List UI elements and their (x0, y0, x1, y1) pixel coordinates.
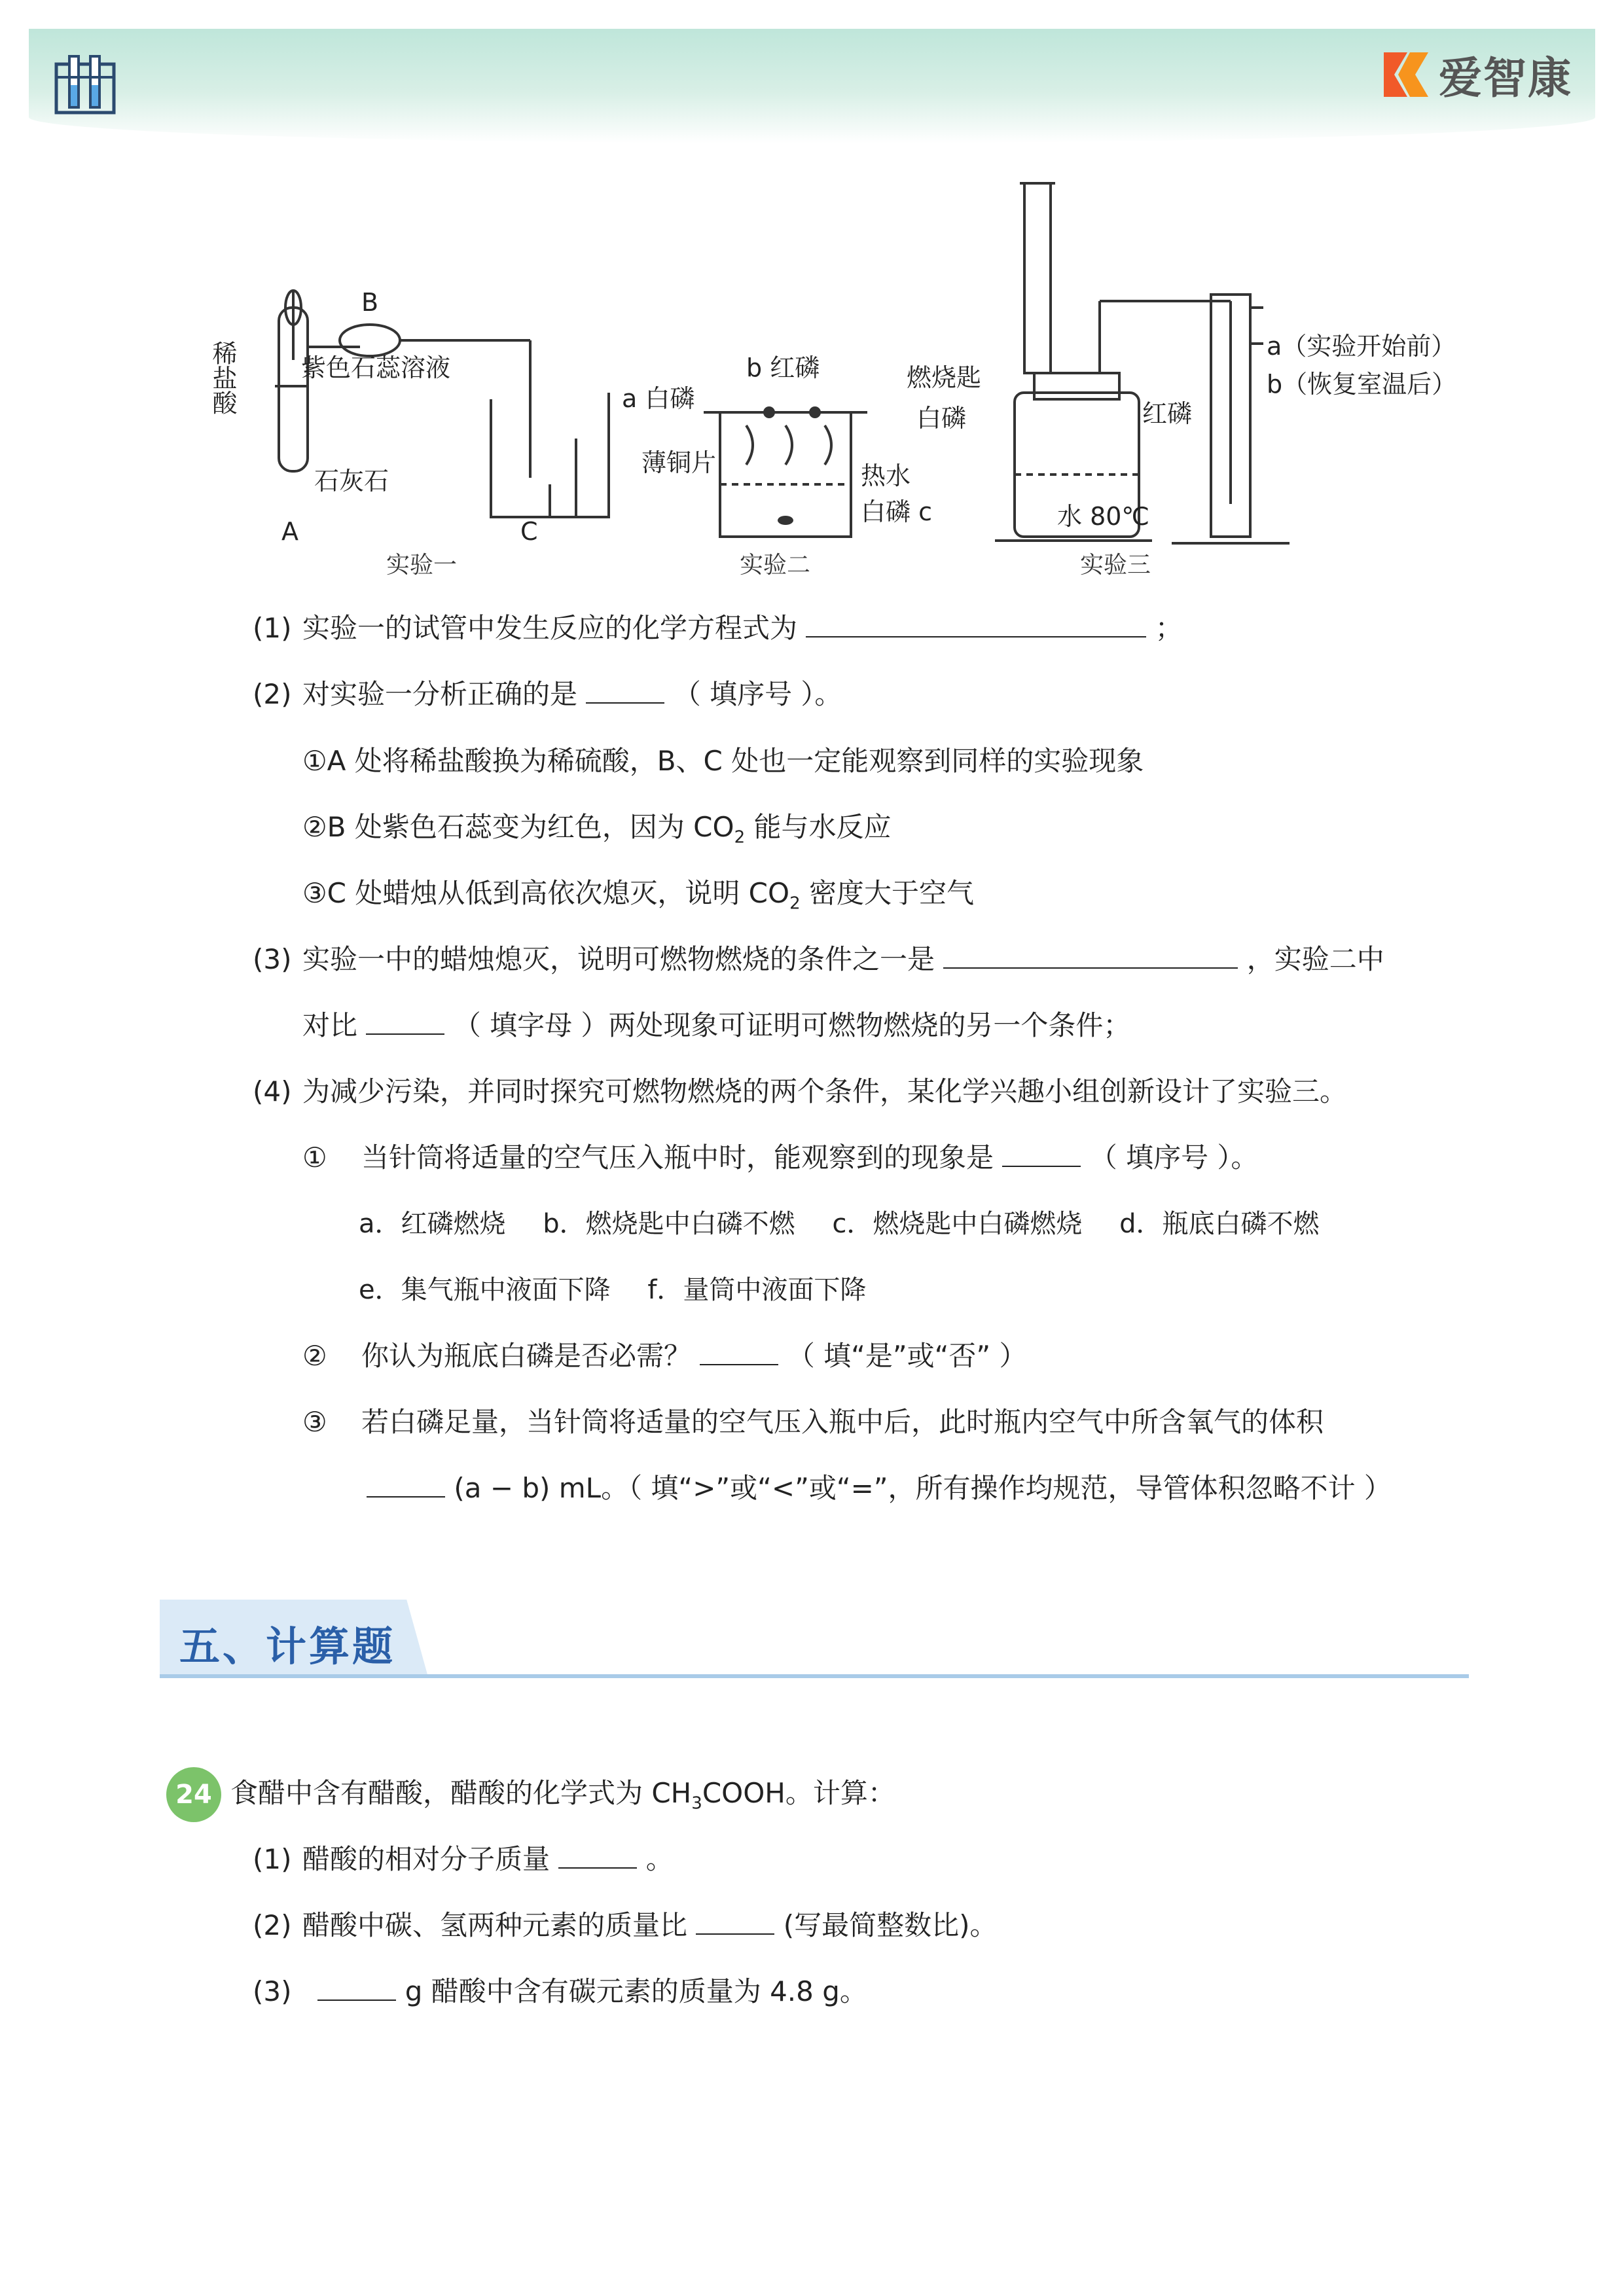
label-litmus: 紫色石蕊溶液 (301, 353, 451, 382)
label-copper: 薄铜片 (641, 448, 717, 477)
brand-logo (1381, 43, 1572, 105)
q24-part2: (2) 醋酸中碳、氢两种元素的质量比 (写最简整数比)。 (253, 1909, 998, 1941)
q24-stem: 食醋中含有醋酸，醋酸的化学式为 $CH_3COOH$。计算： (230, 1777, 895, 1814)
caption-exp3: 实验三 (1080, 552, 1151, 579)
q23-sub3: ③ 若白磷足量，当针筒将适量的空气压入瓶中后，此时瓶内空气中所含氧气的体积 (302, 1406, 1324, 1438)
q23-option3: ③C 处蜡烛从低到高依次熄灭，说明 $CO_2$ 密度大于空气 (302, 877, 974, 914)
question-number-badge: 24 (166, 1767, 221, 1822)
experiment-figure (208, 177, 1506, 596)
label-stone: 石灰石 (314, 467, 389, 495)
answer-blank[interactable] (586, 679, 664, 704)
label-water: 水 80℃ (1057, 502, 1150, 531)
q23-part4: (4) 为减少污染，并同时探究可燃物燃烧的两个条件，某化学兴趣小组创新设计了实验三。 (253, 1075, 1348, 1107)
label-white-p-a: a 白磷 (622, 384, 695, 413)
label-red-p: 红磷 (1142, 399, 1193, 428)
answer-blank[interactable] (367, 1473, 445, 1498)
answer-blank[interactable] (696, 1910, 774, 1935)
label-red-p-b: b 红磷 (746, 353, 820, 382)
page-header (29, 29, 1595, 143)
answer-blank[interactable] (700, 1340, 778, 1365)
answer-blank[interactable] (366, 1010, 444, 1035)
label-mark-b: b（恢复室温后） (1267, 370, 1457, 399)
label-white-p: 白磷 (916, 404, 967, 433)
answer-blank[interactable] (1002, 1142, 1081, 1167)
q23-part1: (1) 实验一的试管中发生反应的化学方程式为 ； (253, 612, 1183, 644)
answer-blank[interactable] (943, 944, 1238, 969)
label-spoon: 燃烧匙 (907, 363, 982, 392)
caption-exp1: 实验一 (386, 552, 458, 579)
section-title: 五、计算题 (179, 1623, 396, 1670)
q23-part3: (3) 实验一中的蜡烛熄灭，说明可燃物燃烧的条件之一是 ，实验二中 (253, 943, 1384, 975)
q23-part2: (2) 对实验一分析正确的是 （ 填序号 ）。 (253, 678, 842, 710)
label-acid: 稀盐酸 (208, 340, 237, 415)
q24-part3: (3) g 醋酸中含有碳元素的质量为 4.8 g。 (253, 1975, 867, 2007)
label-white-p-c: 白磷 c (861, 497, 932, 526)
test-tube-rack-icon (52, 51, 118, 117)
q23-part3-line2: 对比 （ 填字母 ）两处现象可证明可燃物燃烧的另一个条件； (302, 1009, 1131, 1041)
brand-mark-icon (1381, 50, 1431, 99)
answer-blank[interactable] (806, 613, 1146, 637)
caption-exp2: 实验二 (740, 552, 811, 579)
label-hot-water: 热水 (861, 461, 911, 490)
q23-sub2: ② 你认为瓶底白磷是否必需？ （ 填“是”或“否” ） (302, 1340, 1027, 1372)
section-header (160, 1600, 1469, 1685)
q23-sub1: ① 当针筒将适量的空气压入瓶中时，能观察到的现象是 （ 填序号 ）。 (302, 1141, 1259, 1174)
label-A: A (281, 517, 298, 546)
label-B: B (361, 288, 379, 317)
q23-choices-row2: e．集气瓶中液面下降 f．量筒中液面下降 (359, 1275, 867, 1305)
label-C: C (520, 517, 538, 546)
q23-sub3-line2: (a − b) mL。（ 填“>”或“<”或“=”，所有操作均规范，导管体积忽略不计 ） (367, 1470, 1392, 1507)
brand-name: 爱智康 (1439, 53, 1572, 103)
q24-part1: (1) 醋酸的相对分子质量 。 (253, 1843, 674, 1875)
q23-choices-row1: a．红磷燃烧 b．燃烧匙中白磷不燃 c．燃烧匙中白磷燃烧 d．瓶底白磷不燃 (359, 1209, 1320, 1239)
answer-blank[interactable] (317, 1976, 396, 2001)
label-mark-a: a（实验开始前） (1267, 332, 1456, 361)
q23-option1: ①A 处将稀盐酸换为稀硫酸，B、C 处也一定能观察到同样的实验现象 (302, 745, 1144, 777)
answer-blank[interactable] (558, 1844, 637, 1869)
q23-option2: ②B 处紫色石蕊变为红色，因为 $CO_2$ 能与水反应 (302, 811, 892, 848)
